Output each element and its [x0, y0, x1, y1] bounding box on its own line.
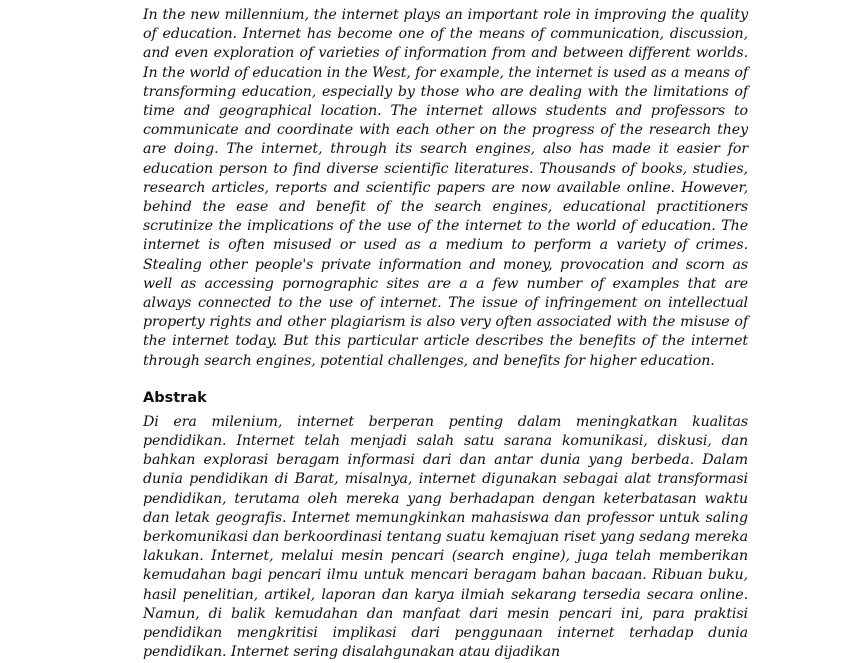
english-abstract-paragraph: In the new millennium, the internet plays an important role in improving the quality of education. Internet has become one of the means of communication, discussion, and even exploration of varieties of information from and between different worlds. In the world of education in the West, for example, the internet is used as a means of transforming education, especially by those who are dealing with the limitations of time and geographical location. The internet allows students and professors to communicate and coordinate with each other on the progress of the research they are doing. The internet, through its search engines, also has made it easier for education person to find diverse scientific literatures. Thousands of books, studies, research articles, reports and scientific papers are now available online. However, behind the ease and benefit of the search engines, educational practitioners scrutinize the implications of the use of the internet to the world of education. The internet is often misused or used as a medium to perform a variety of crimes. Stealing other people's private information and money, provocation and scorn as well as accessing pornographic sites are a a few number of examples that are always connected to the use of internet. The issue of infringement on intellectual property rights and other plagiarism is also very often associated with the misuse of the internet today. But this particular article describes the benefits of the internet through search engines, potential challenges, and benefits for higher education.: [143, 7, 748, 369]
indonesian-abstract-paragraph: Di era milenium, internet berperan penting dalam meningkatkan kualitas pendidikan. Internet telah menjadi salah satu sarana komunikasi, diskusi, dan bahkan explorasi beragam informasi dari dan antar dunia yang berbeda. Dalam dunia pendidikan di Barat, misalnya, internet digunakan sebagai alat transformasi pendidikan, terutama oleh mereka yang berhadapan dengan keterbatasan waktu dan letak geografis. Internet memungkinkan mahasiswa dan professor untuk saling berkomunikasi dan berkoordinasi tentang suatu kemajuan riset yang sedang mereka lakukan. Internet, melalui mesin pencari (search engine), juga telah memberikan kemudahan bagi pencari ilmu untuk mencari beragam bahan bacaan. Ribuan buku, hasil penelitian, artikel, laporan dan karya ilmiah sekarang tersedia secara online. Namun, di balik kemudahan dan manfaat dari mesin pencari ini, para praktisi pendidikan mengkritisi implikasi dari penggunaan internet terhadap dunia pendidikan. Internet sering disalahgunakan atau dijadikan: [143, 413, 748, 661]
abstrak-heading: Abstrak: [143, 389, 207, 406]
abstract-column: [143, 6, 748, 663]
